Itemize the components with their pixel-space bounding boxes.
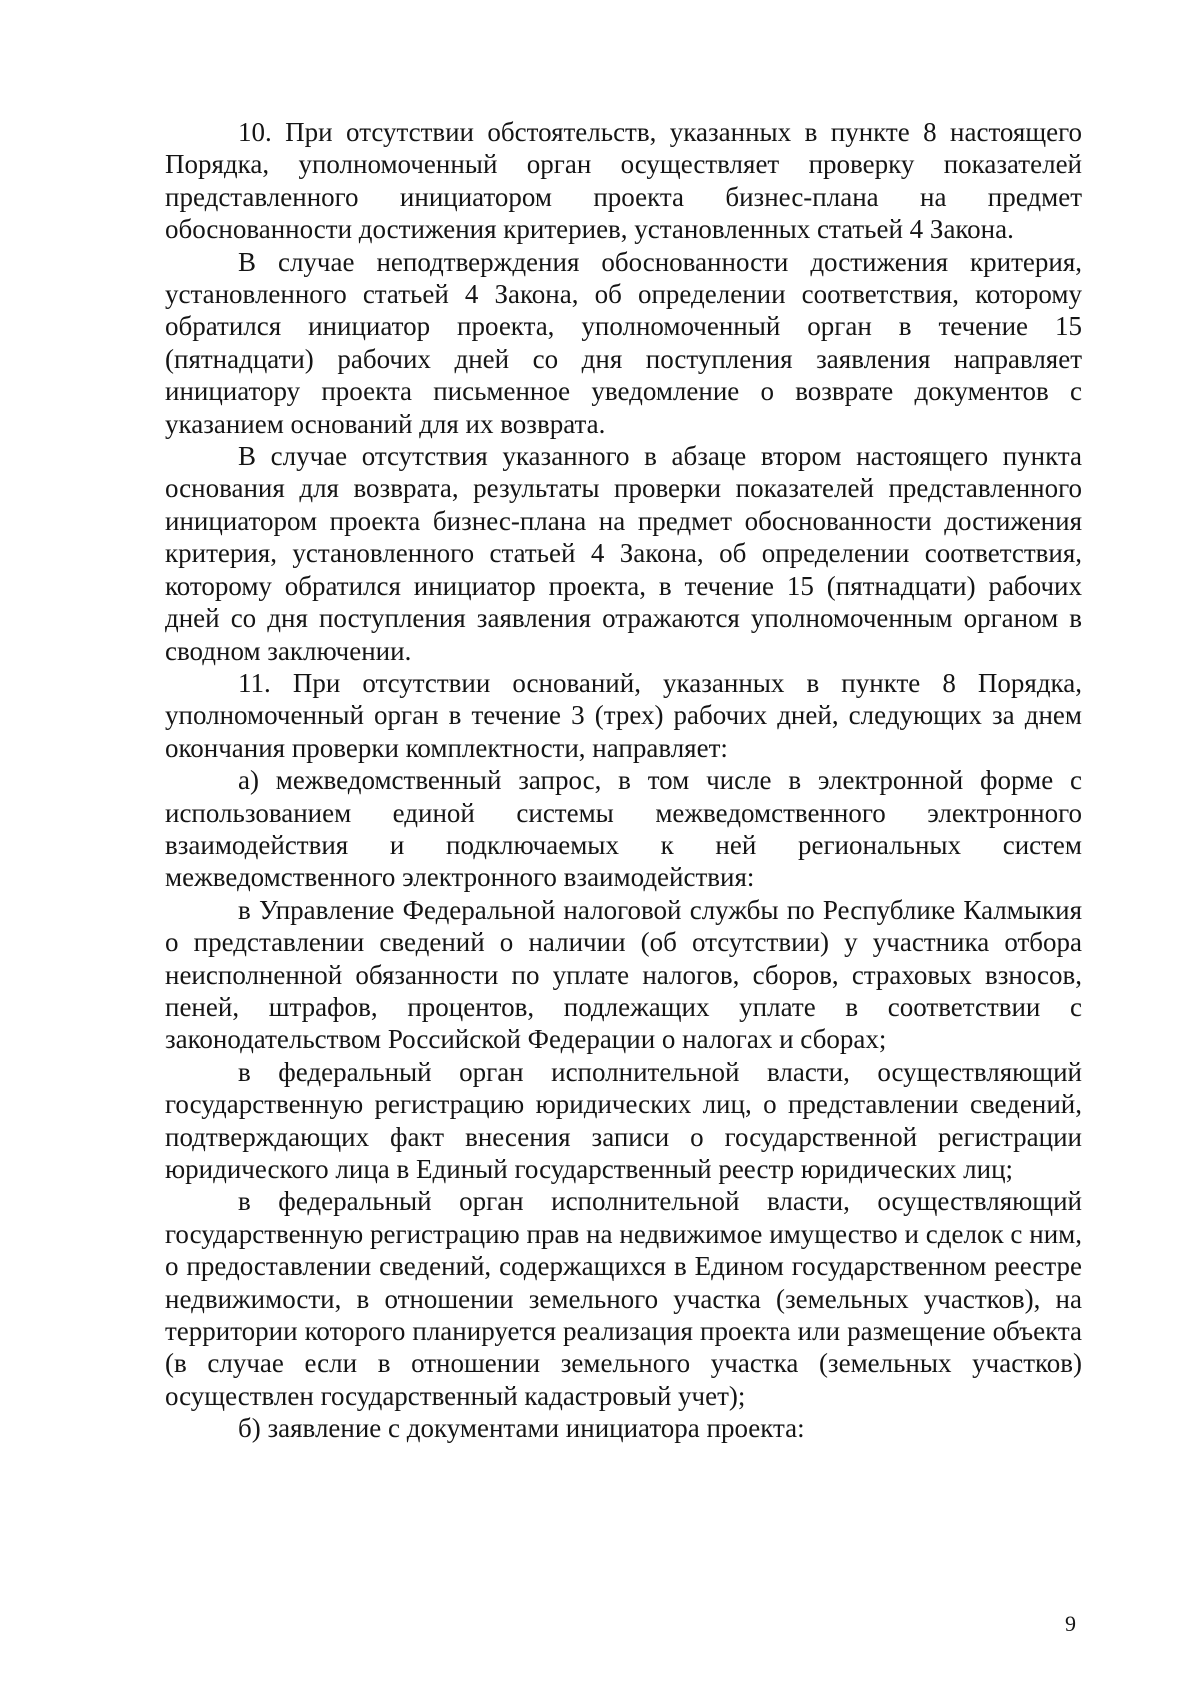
paragraph-11-item-a: а) межведомственный запрос, в том числе в электронной форме с использованием единой системы межведомственного электронного взаимодействия и подключаемых к ней региональных систем межведомственного электронного взаимодействия: xyxy=(165,765,1082,893)
paragraph-10-case-not-confirmed: В случае неподтверждения обоснованности достижения критерия, установленного статьей 4 Закона, об определении соответствия, которому обратился инициатор проекта, уполномоченный орган в течение 15 (пятнадцати) рабочих дней со дня поступления заявления направляет инициатору проекта письменное уведомление о возврате документов с указанием оснований для их возврата. xyxy=(165,246,1082,439)
paragraph-11-item-b: б) заявление с документами инициатора проекта: xyxy=(238,1413,805,1444)
paragraph-10: 10. При отсутствии обстоятельств, указанных в пункте 8 настоящего Порядка, уполномоченный орган осуществляет проверку показателей представленного инициатором проекта бизнес-плана на предмет обоснованности достижения критериев, установленных статьей 4 Закона. xyxy=(165,117,1082,245)
paragraph-11-tax-service-request: в Управление Федеральной налоговой службы по Республике Калмыкия о представлении сведений о наличии (об отсутствии) у участника отбора неисполненной обязанности по уплате налогов, сборов, страховых взносов, пеней, штрафов, процентов, подлежащих уплате в соответствии с законодательством Российской Федерации о налогах и сборах; xyxy=(165,894,1082,1055)
document-body xyxy=(165,116,1082,1445)
paragraph-10-case-no-grounds: В случае отсутствия указанного в абзаце втором настоящего пункта основания для возврата, результаты проверки показателей представленного инициатором проекта бизнес-плана на предмет обоснованности достижения критерия, установленного статьей 4 Закона, об определении соответствия, которому обратился инициатор проекта, в течение 15 (пятнадцати) рабочих дней со дня поступления заявления отражаются уполномоченным органом в сводном заключении. xyxy=(165,441,1082,666)
paragraph-11-legal-entities-request: в федеральный орган исполнительной власти, осуществляющий государственную регистрацию юридических лиц, о представлении сведений, подтверждающих факт внесения записи о государственной регистрации юридического лица в Единый государственный реестр юридических лиц; xyxy=(165,1056,1082,1184)
paragraph-11-real-estate-request: в федеральный орган исполнительной власти, осуществляющий государственную регистрацию прав на недвижимое имущество и сделок с ним, о предоставлении сведений, содержащихся в Едином государственном реестре недвижимости, в отношении земельного участка (земельных участков), на территории которого планируется реализация проекта или размещение объекта (в случае если в отношении земельного участка (земельных участков) осуществлен государственный кадастровый учет); xyxy=(165,1186,1082,1411)
page-number: 9 xyxy=(1065,1611,1076,1636)
paragraph-11: 11. При отсутствии оснований, указанных в пункте 8 Порядка, уполномоченный орган в течение 3 (трех) рабочих дней, следующих за днем окончания проверки комплектности, направляет: xyxy=(165,667,1082,763)
